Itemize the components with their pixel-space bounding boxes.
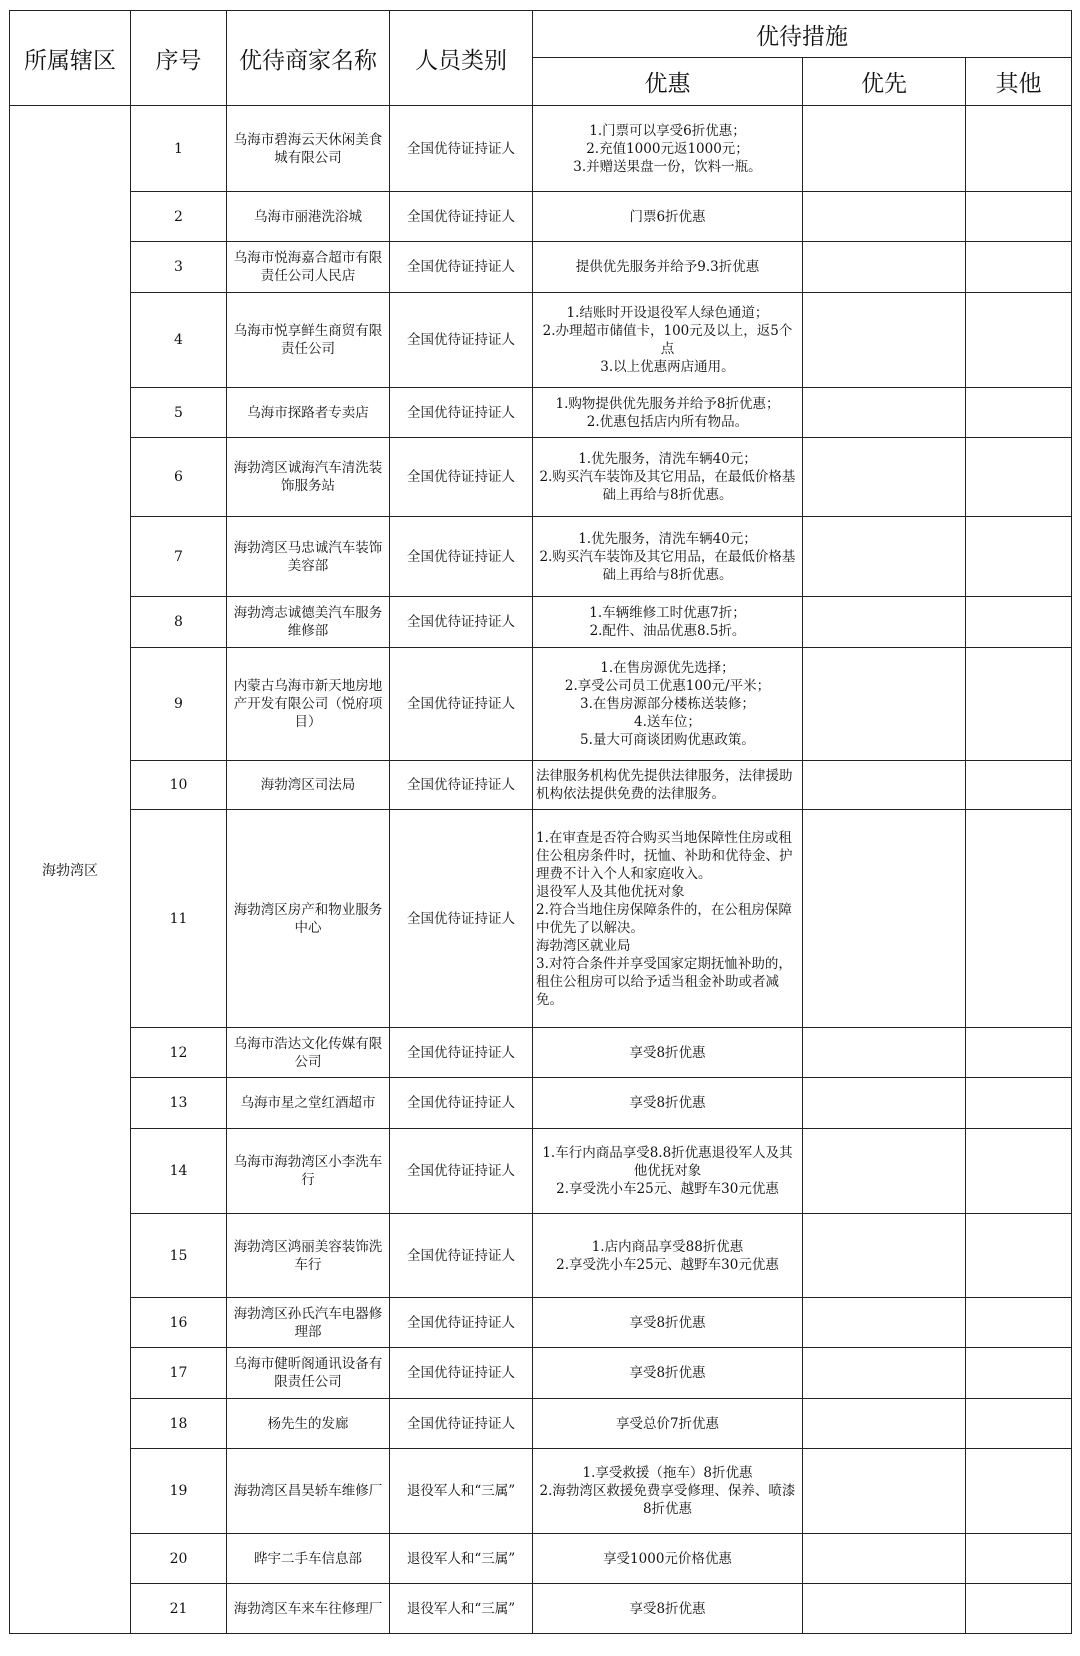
table-row (10, 438, 1072, 517)
table-row (10, 1214, 1072, 1298)
merchant-name: 内蒙古乌海市新天地房地产开发有限公司（悦府项目） (227, 648, 390, 761)
person-category: 全国优待证持证人 (390, 1214, 533, 1298)
discount-cell (533, 1534, 803, 1584)
person-category: 全国优待证持证人 (390, 597, 533, 648)
table-row (10, 192, 1072, 242)
merchant-name: 乌海市探路者专卖店 (227, 388, 390, 438)
table-row (10, 106, 1072, 192)
header-row-top (10, 11, 1072, 58)
discount-text: 享受8折优惠 (629, 1600, 706, 1617)
header-discount: 优惠 (533, 58, 803, 106)
other-cell (966, 1298, 1072, 1348)
table-row (10, 1534, 1072, 1584)
table-row (10, 810, 1072, 1028)
row-no: 15 (131, 1214, 227, 1298)
row-no: 4 (131, 293, 227, 388)
person-category: 全国优待证持证人 (390, 1399, 533, 1449)
row-no: 16 (131, 1298, 227, 1348)
discount-cell (533, 1298, 803, 1348)
row-no: 6 (131, 438, 227, 517)
discount-text: 1.车辆维修工时优惠7折； 2.配件、油品优惠8.5折。 (589, 605, 746, 639)
row-no: 3 (131, 242, 227, 293)
discount-text: 享受总价7折优惠 (615, 1415, 720, 1432)
person-category: 全国优待证持证人 (390, 438, 533, 517)
other-cell (966, 106, 1072, 192)
discount-text: 门票6折优惠 (629, 208, 706, 225)
row-no: 8 (131, 597, 227, 648)
table-row (10, 648, 1072, 761)
discount-cell (533, 106, 803, 192)
table-row (10, 1028, 1072, 1078)
discount-text: 1.享受救援（拖车）8折优惠 2.海勃湾区救援免费享受修理、保养、喷漆8折优惠 (539, 1465, 796, 1517)
priority-cell (803, 1584, 966, 1634)
discount-text: 1.车行内商品享受8.8折优惠退役军人及其他优抚对象 2.享受洗小车25元、越野车30元优惠 (542, 1145, 793, 1197)
person-category: 全国优待证持证人 (390, 1129, 533, 1214)
row-no: 11 (131, 810, 227, 1028)
row-no: 13 (131, 1078, 227, 1129)
discount-cell (533, 648, 803, 761)
row-no: 19 (131, 1449, 227, 1534)
discount-cell (533, 1214, 803, 1298)
discount-text: 提供优先服务并给予9.3折优惠 (575, 259, 760, 275)
merchant-name: 海勃湾区诚海汽车清洗装饰服务站 (227, 438, 390, 517)
discount-text: 享受8折优惠 (629, 1365, 706, 1381)
row-no: 1 (131, 106, 227, 192)
person-category: 退役军人和“三属” (390, 1449, 533, 1534)
merchant-name: 海勃湾区房产和物业服务中心 (227, 810, 390, 1028)
priority-cell (803, 761, 966, 810)
discount-text: 1.购物提供优先服务并给予8折优惠； 2.优惠包括店内所有物品。 (555, 395, 780, 430)
discount-cell (533, 597, 803, 648)
table-row (10, 517, 1072, 597)
other-cell (966, 648, 1072, 761)
other-cell (966, 1534, 1072, 1584)
person-category: 全国优待证持证人 (390, 648, 533, 761)
table-row (10, 1298, 1072, 1348)
header-category: 人员类别 (390, 11, 533, 106)
person-category: 全国优待证持证人 (390, 1078, 533, 1129)
table-row (10, 1584, 1072, 1634)
merchant-name: 乌海市悦享鲜生商贸有限责任公司 (227, 293, 390, 388)
row-no: 21 (131, 1584, 227, 1634)
discount-text: 法律服务机构优先提供法律服务，法律援助机构依法提供免费的法律服务。 (536, 768, 793, 802)
discount-cell (533, 242, 803, 293)
row-no: 18 (131, 1399, 227, 1449)
discount-cell (533, 1584, 803, 1634)
priority-cell (803, 810, 966, 1028)
priority-cell (803, 1298, 966, 1348)
discount-text: 享受8折优惠 (629, 1095, 706, 1111)
priority-cell (803, 1399, 966, 1449)
table-row (10, 761, 1072, 810)
header-district: 所属辖区 (10, 11, 131, 106)
other-cell (966, 517, 1072, 597)
merchant-name: 海勃湾区马忠诚汽车装饰美容部 (227, 517, 390, 597)
person-category: 退役军人和“三属” (390, 1534, 533, 1584)
priority-cell (803, 517, 966, 597)
person-category: 全国优待证持证人 (390, 1298, 533, 1348)
other-cell (966, 293, 1072, 388)
table-row (10, 242, 1072, 293)
person-category: 全国优待证持证人 (390, 388, 533, 438)
priority-cell (803, 1028, 966, 1078)
priority-cell (803, 597, 966, 648)
benefits-table (9, 10, 1072, 1634)
merchant-name: 乌海市丽港洗浴城 (227, 192, 390, 242)
table-row (10, 1078, 1072, 1129)
other-cell (966, 1214, 1072, 1298)
discount-cell (533, 1028, 803, 1078)
merchant-name: 海勃湾区车来车往修理厂 (227, 1584, 390, 1634)
priority-cell (803, 1129, 966, 1214)
discount-text: 1.优先服务，清洗车辆40元； 2.购买汽车装饰及其它用品，在最低价格基础上再给与8折优惠。 (539, 530, 796, 583)
discount-text: 1.门票可以享受6折优惠； 2.充值1000元返1000元； 3.并赠送果盘一份，饮料一瓶。 (573, 122, 762, 175)
other-cell (966, 1399, 1072, 1449)
discount-cell (533, 1449, 803, 1534)
other-cell (966, 1584, 1072, 1634)
person-category: 全国优待证持证人 (390, 293, 533, 388)
header-other: 其他 (966, 58, 1072, 106)
other-cell (966, 242, 1072, 293)
merchant-name: 乌海市碧海云天休闲美食城有限公司 (227, 106, 390, 192)
row-no: 2 (131, 192, 227, 242)
row-no: 20 (131, 1534, 227, 1584)
merchant-name: 晔宇二手车信息部 (227, 1534, 390, 1584)
priority-cell (803, 242, 966, 293)
discount-text: 1.在售房源优先选择； 2.享受公司员工优惠100元/平米； 3.在售房源部分楼栋送装修； 4.送车位； 5.量大可商谈团购优惠政策。 (564, 660, 771, 748)
discount-text: 1.结账时开设退役军人绿色通道； 2.办理超市储值卡，100元及以上，返5个点 3.以上优惠两店通用。 (542, 305, 793, 375)
table-row (10, 597, 1072, 648)
discount-cell (533, 388, 803, 438)
header-measures: 优待措施 (533, 11, 1072, 58)
merchant-name: 海勃湾区司法局 (227, 761, 390, 810)
person-category: 全国优待证持证人 (390, 810, 533, 1028)
discount-text: 1.店内商品享受88折优惠 2.享受洗小车25元、越野车30元优惠 (556, 1238, 779, 1273)
person-category: 全国优待证持证人 (390, 761, 533, 810)
discount-cell (533, 1399, 803, 1449)
table-row (10, 1399, 1072, 1449)
table-row (10, 293, 1072, 388)
person-category: 退役军人和“三属” (390, 1584, 533, 1634)
discount-text: 享受1000元价格优惠 (603, 1550, 732, 1567)
header-no: 序号 (131, 11, 227, 106)
merchant-name: 海勃湾区孙氏汽车电器修理部 (227, 1298, 390, 1348)
priority-cell (803, 192, 966, 242)
header-priority: 优先 (803, 58, 966, 106)
other-cell (966, 1078, 1072, 1129)
person-category: 全国优待证持证人 (390, 1028, 533, 1078)
merchant-name: 乌海市悦海嘉合超市有限责任公司人民店 (227, 242, 390, 293)
other-cell (966, 1028, 1072, 1078)
merchant-name: 乌海市浩达文化传媒有限公司 (227, 1028, 390, 1078)
discount-cell (533, 192, 803, 242)
discount-cell (533, 810, 803, 1028)
priority-cell (803, 1449, 966, 1534)
row-no: 7 (131, 517, 227, 597)
table-row (10, 1129, 1072, 1214)
person-category: 全国优待证持证人 (390, 106, 533, 192)
merchant-name: 杨先生的发廊 (227, 1399, 390, 1449)
discount-text: 1.优先服务，清洗车辆40元； 2.购买汽车装饰及其它用品，在最低价格基础上再给与8折优惠。 (539, 451, 796, 503)
table-row (10, 1348, 1072, 1399)
discount-cell (533, 293, 803, 388)
priority-cell (803, 1348, 966, 1399)
discount-cell (533, 1129, 803, 1214)
other-cell (966, 1449, 1072, 1534)
discount-cell (533, 438, 803, 517)
other-cell (966, 438, 1072, 517)
merchant-name: 乌海市海勃湾区小李洗车行 (227, 1129, 390, 1214)
row-no: 5 (131, 388, 227, 438)
header-merchant: 优待商家名称 (227, 11, 390, 106)
discount-text: 1.在审查是否符合购买当地保障性住房或租住公租房条件时，抚恤、补助和优待金、护理费不计入个人和家庭收入。 退役军人及其他优抚对象 2.符合当地住房保障条件的，在公租房保障中优先了以解决。 海勃湾区就业局 3.对符合条件并享受国家定期抚恤补助的，租住公租房可以给予适当租金补助或者减免。 (536, 829, 793, 1008)
priority-cell (803, 648, 966, 761)
merchant-name: 乌海市星之堂红酒超市 (227, 1078, 390, 1129)
priority-cell (803, 1214, 966, 1298)
priority-cell (803, 438, 966, 517)
row-no: 9 (131, 648, 227, 761)
discount-text: 享受8折优惠 (629, 1044, 706, 1061)
person-category: 全国优待证持证人 (390, 1348, 533, 1399)
priority-cell (803, 1078, 966, 1129)
priority-cell (803, 106, 966, 192)
person-category: 全国优待证持证人 (390, 192, 533, 242)
merchant-name: 乌海市健昕阁通讯设备有限责任公司 (227, 1348, 390, 1399)
discount-cell (533, 761, 803, 810)
row-no: 10 (131, 761, 227, 810)
merchant-name: 海勃湾区鸿丽美容装饰洗车行 (227, 1214, 390, 1298)
other-cell (966, 192, 1072, 242)
table-row (10, 388, 1072, 438)
district-cell: 海勃湾区 (10, 106, 131, 1634)
discount-cell (533, 1078, 803, 1129)
priority-cell (803, 293, 966, 388)
table-row (10, 1449, 1072, 1534)
priority-cell (803, 388, 966, 438)
row-no: 17 (131, 1348, 227, 1399)
row-no: 12 (131, 1028, 227, 1078)
other-cell (966, 810, 1072, 1028)
merchant-name: 海勃湾志诚德美汽车服务维修部 (227, 597, 390, 648)
discount-text: 享受8折优惠 (629, 1314, 706, 1331)
person-category: 全国优待证持证人 (390, 517, 533, 597)
other-cell (966, 1129, 1072, 1214)
other-cell (966, 388, 1072, 438)
discount-cell (533, 517, 803, 597)
other-cell (966, 1348, 1072, 1399)
discount-cell (533, 1348, 803, 1399)
person-category: 全国优待证持证人 (390, 242, 533, 293)
merchant-name: 海勃湾区昌昊轿车维修厂 (227, 1449, 390, 1534)
priority-cell (803, 1534, 966, 1584)
row-no: 14 (131, 1129, 227, 1214)
other-cell (966, 597, 1072, 648)
other-cell (966, 761, 1072, 810)
